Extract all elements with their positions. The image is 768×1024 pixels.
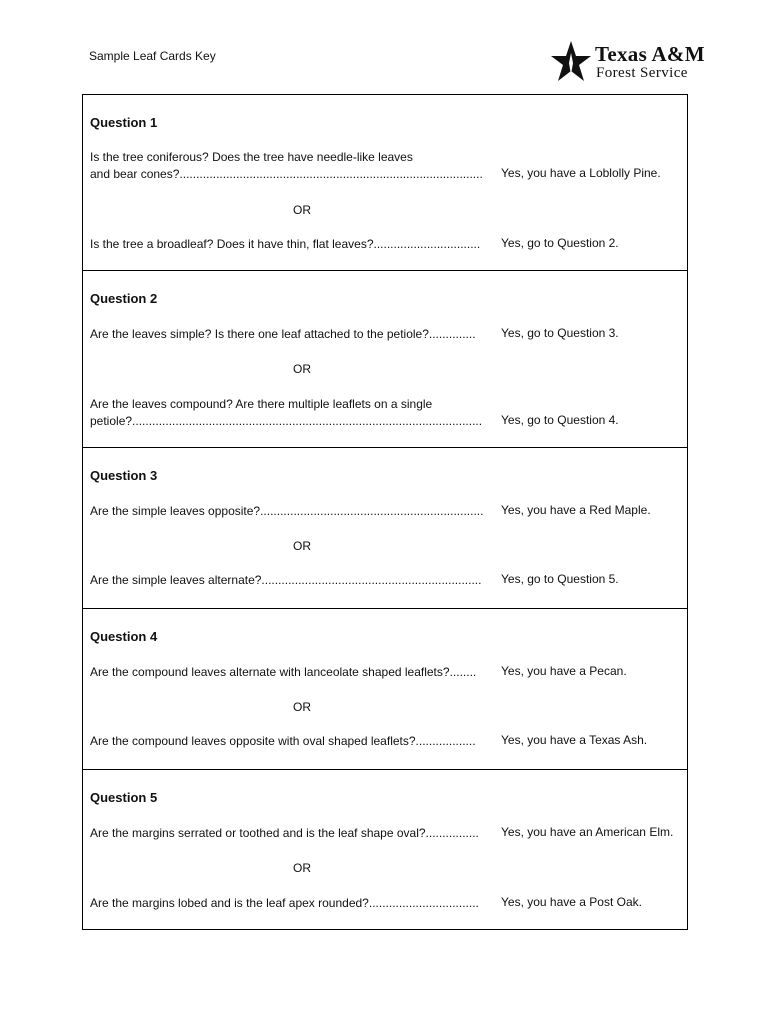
- or-separator: OR: [293, 539, 311, 553]
- question-title: Question 3: [90, 468, 158, 483]
- answer-text: Yes, you have a Post Oak.: [501, 895, 642, 909]
- question-card-3: [83, 448, 687, 609]
- question-text: Are the leaves simple? Is there one leaf attached to the petiole?..............: [90, 327, 476, 341]
- or-separator: OR: [293, 861, 311, 875]
- question-text: Are the margins lobed and is the leaf apex rounded?.................................: [90, 896, 479, 910]
- answer-text: Yes, you have an American Elm.: [501, 825, 674, 839]
- answer-text: Yes, you have a Loblolly Pine.: [501, 166, 661, 180]
- question-text: Are the compound leaves alternate with lanceolate shaped leaflets?........: [90, 665, 477, 679]
- question-text: Is the tree coniferous? Does the tree have needle-like leaves: [90, 150, 413, 164]
- question-card-1: [83, 95, 687, 271]
- question-title: Question 4: [90, 629, 158, 644]
- question-text: Is the tree a broadleaf? Does it have thin, flat leaves?................................: [90, 237, 481, 251]
- answer-text: Yes, go to Question 5.: [501, 572, 619, 586]
- or-separator: OR: [293, 362, 311, 376]
- question-title: Question 2: [90, 291, 158, 306]
- answer-text: Yes, you have a Pecan.: [501, 664, 627, 678]
- question-title: Question 1: [90, 115, 158, 130]
- question-title: Question 5: [90, 790, 158, 805]
- or-separator: OR: [293, 700, 311, 714]
- or-separator: OR: [293, 203, 311, 217]
- answer-text: Yes, go to Question 4.: [501, 413, 619, 427]
- logo-line-2: Forest Service: [596, 65, 688, 81]
- question-text: Are the compound leaves opposite with oval shaped leaflets?..................: [90, 734, 476, 748]
- question-text: and bear cones?...........................................................................................: [90, 167, 483, 181]
- question-text: petiole?.........................................................................................................: [90, 414, 483, 428]
- star-icon: [551, 41, 591, 83]
- question-text: Are the simple leaves opposite?...................................................................: [90, 504, 484, 518]
- answer-text: Yes, go to Question 2.: [501, 236, 619, 250]
- question-text: Are the margins serrated or toothed and is the leaf shape oval?................: [90, 826, 479, 840]
- answer-text: Yes, you have a Red Maple.: [501, 503, 651, 517]
- question-text: Are the simple leaves alternate?..................................................................: [90, 573, 482, 587]
- question-card-4: [83, 609, 687, 770]
- leaf-key-box: [82, 94, 688, 930]
- question-text: Are the leaves compound? Are there multiple leaflets on a single: [90, 397, 433, 411]
- question-card-2: [83, 271, 687, 448]
- texas-am-forest-service-logo: [551, 41, 716, 85]
- logo-line-1: Texas A&M: [595, 42, 705, 66]
- page-title: Sample Leaf Cards Key: [89, 49, 216, 63]
- answer-text: Yes, you have a Texas Ash.: [501, 733, 648, 747]
- question-card-5: [83, 770, 687, 929]
- answer-text: Yes, go to Question 3.: [501, 326, 619, 340]
